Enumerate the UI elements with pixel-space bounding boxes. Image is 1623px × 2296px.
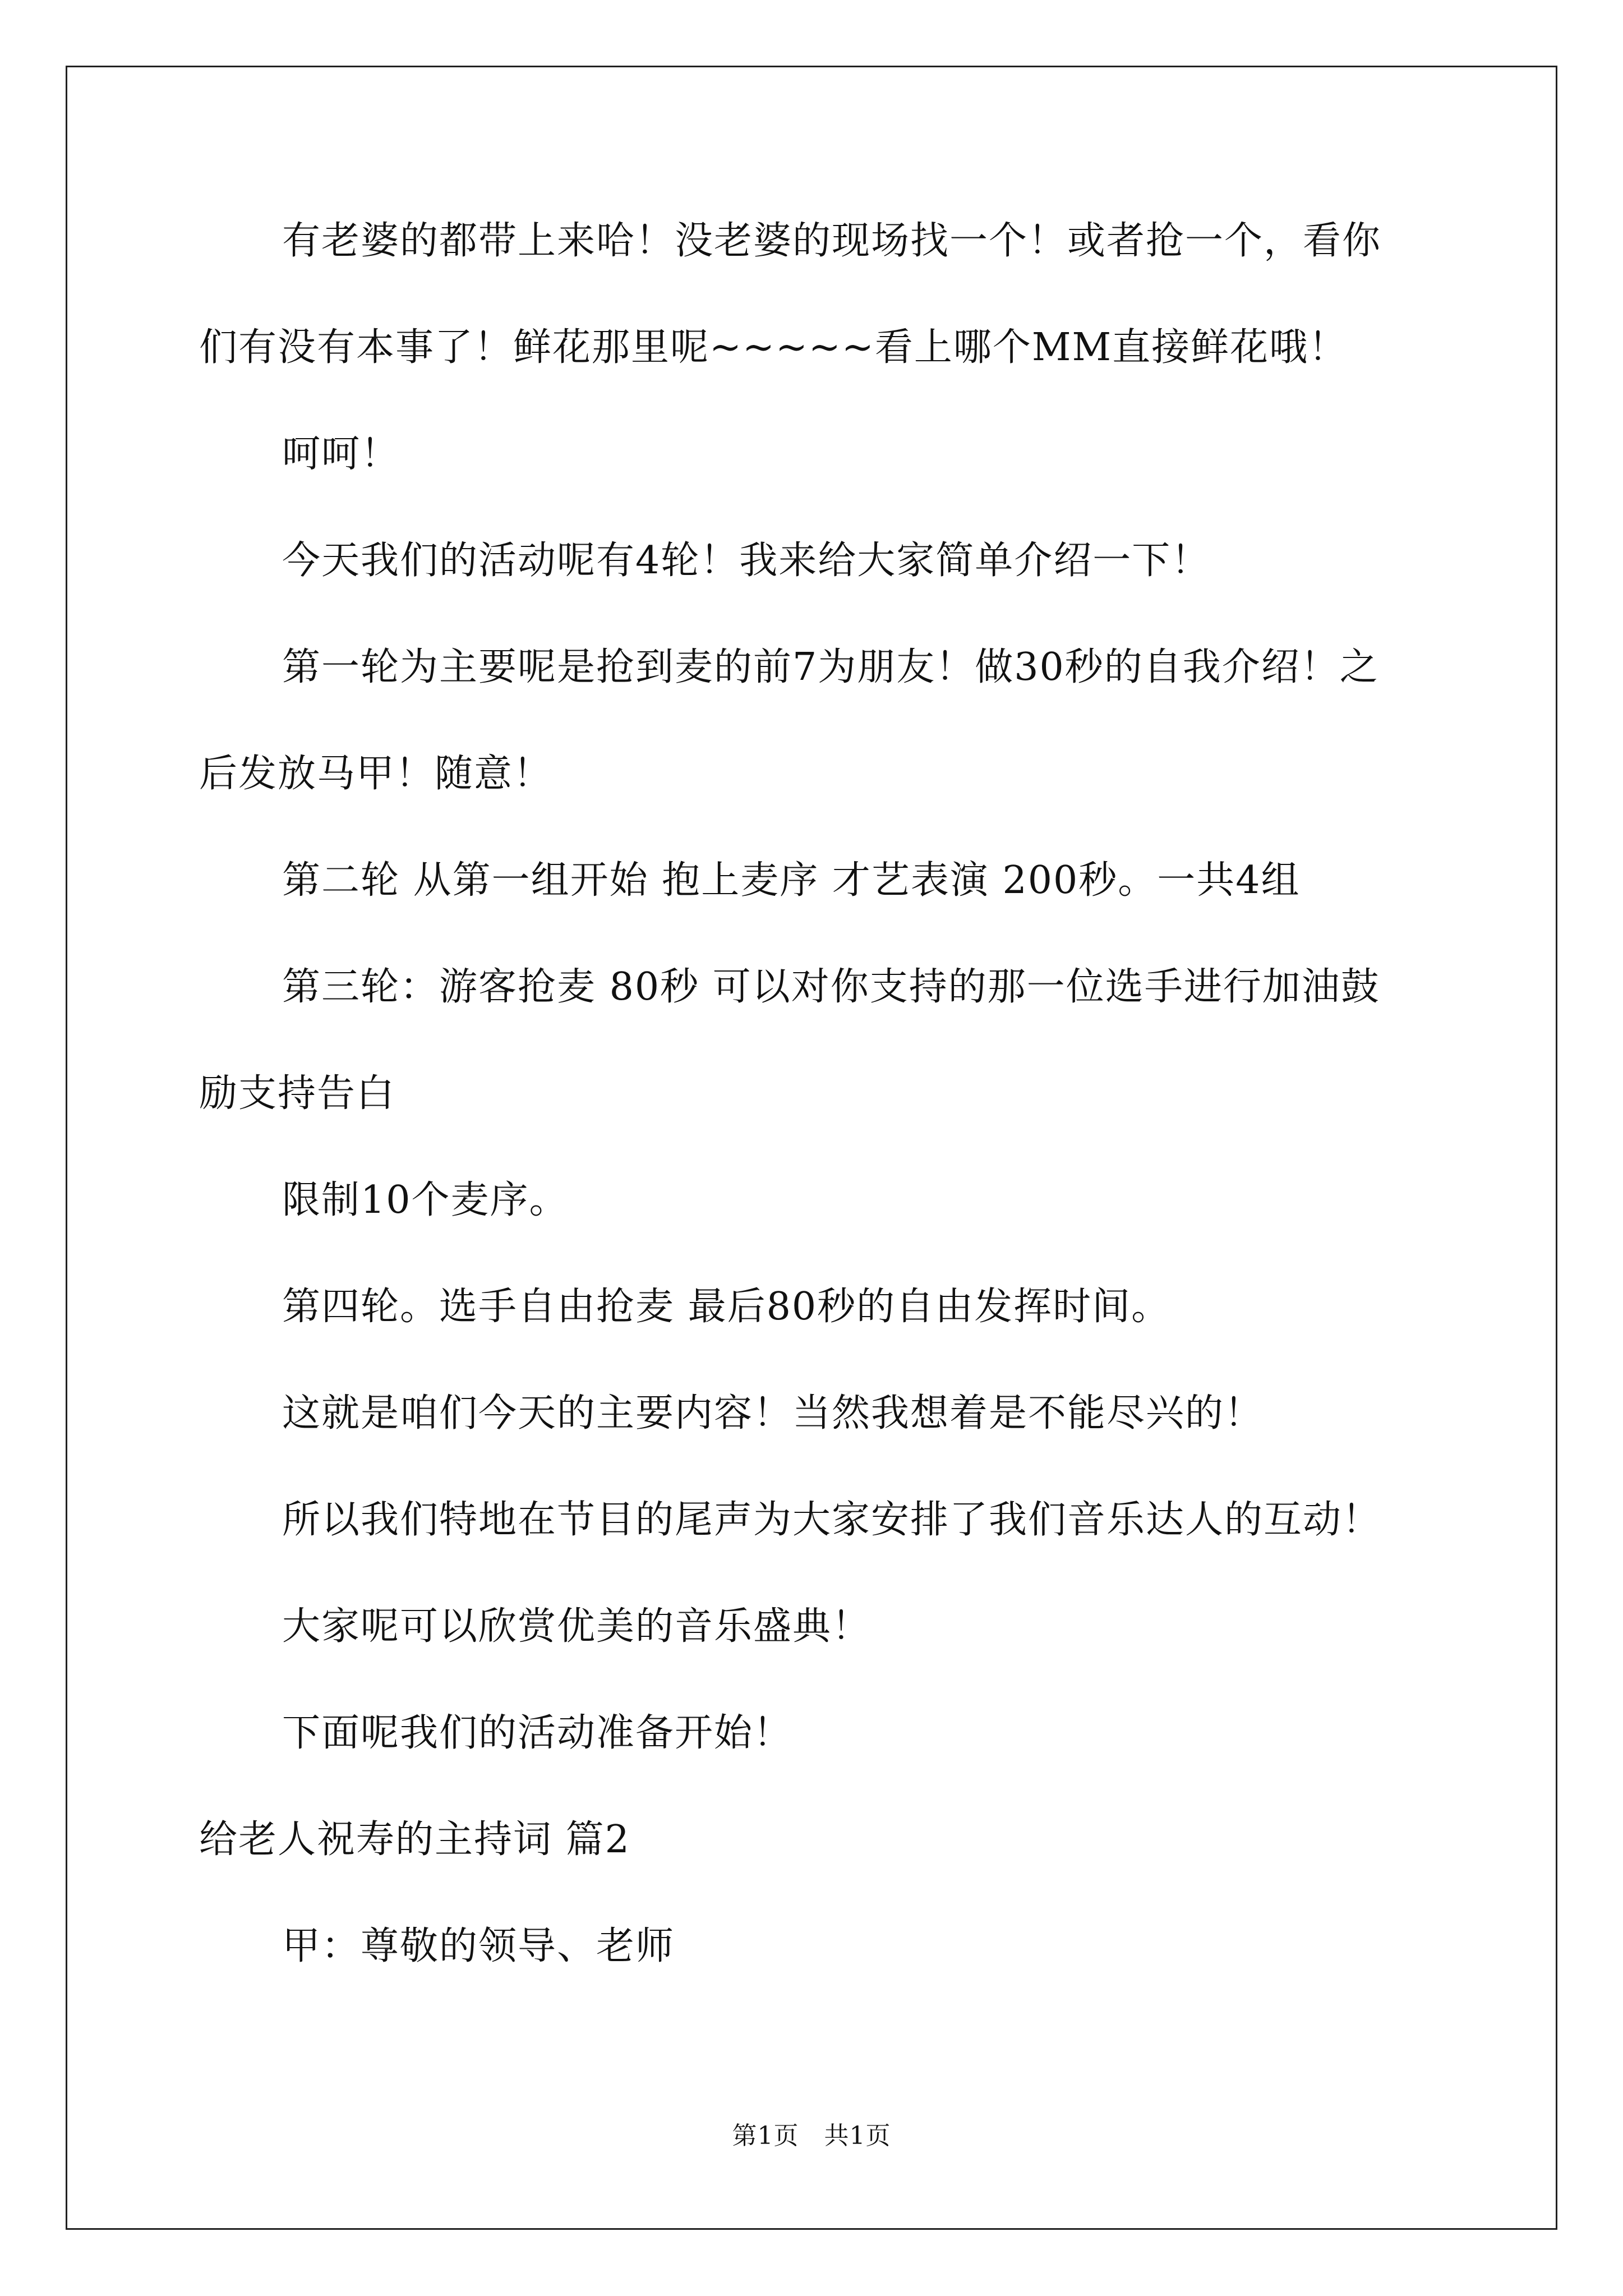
paragraph-line: 第一轮为主要呢是抢到麦的前7为朋友！做30秒的自我介绍！之 [282,645,1379,689]
section-heading: 给老人祝寿的主持词 篇2 [199,1818,630,1862]
page-footer [0,2119,1623,2153]
paragraph-line: 第二轮 从第一组开始 抱上麦序 才艺表演 200秒。一共4组 [282,858,1301,903]
paragraph-line: 下面呢我们的活动准备开始！ [282,1711,793,1755]
paragraph-line: 们有没有本事了！鲜花那里呢~~~~~看上哪个MM直接鲜花哦！ [199,325,1348,370]
page-number: 第1页 共1页 [732,2122,891,2150]
paragraph-line: 第三轮：游客抢麦 80秒 可以对你支持的那一位选手进行加油鼓 [282,965,1380,1009]
paragraph-line: 甲：尊敬的领导、老师 [282,1924,675,1968]
paragraph-line: 第四轮。选手自由抢麦 最后80秒的自由发挥时间。 [282,1285,1171,1329]
paragraph-line: 励支持告白 [199,1071,396,1116]
paragraph-line: 后发放马甲！随意！ [199,752,553,796]
paragraph-line: 大家呢可以欣赏优美的音乐盛典！ [282,1604,872,1649]
paragraph-line: 呵呵！ [282,432,400,476]
paragraph-line: 这就是咱们今天的主要内容！当然我想着是不能尽兴的！ [282,1391,1264,1435]
paragraph-line: 所以我们特地在节目的尾声为大家安排了我们音乐达人的互动！ [282,1498,1382,1542]
paragraph-line: 今天我们的活动呢有4轮！我来给大家简单介绍一下！ [282,539,1211,583]
page-border [66,66,1557,2230]
paragraph-line: 限制10个麦序。 [282,1178,569,1222]
paragraph-line: 有老婆的都带上来哈！没老婆的现场找一个！或者抢一个，看你 [282,219,1382,263]
